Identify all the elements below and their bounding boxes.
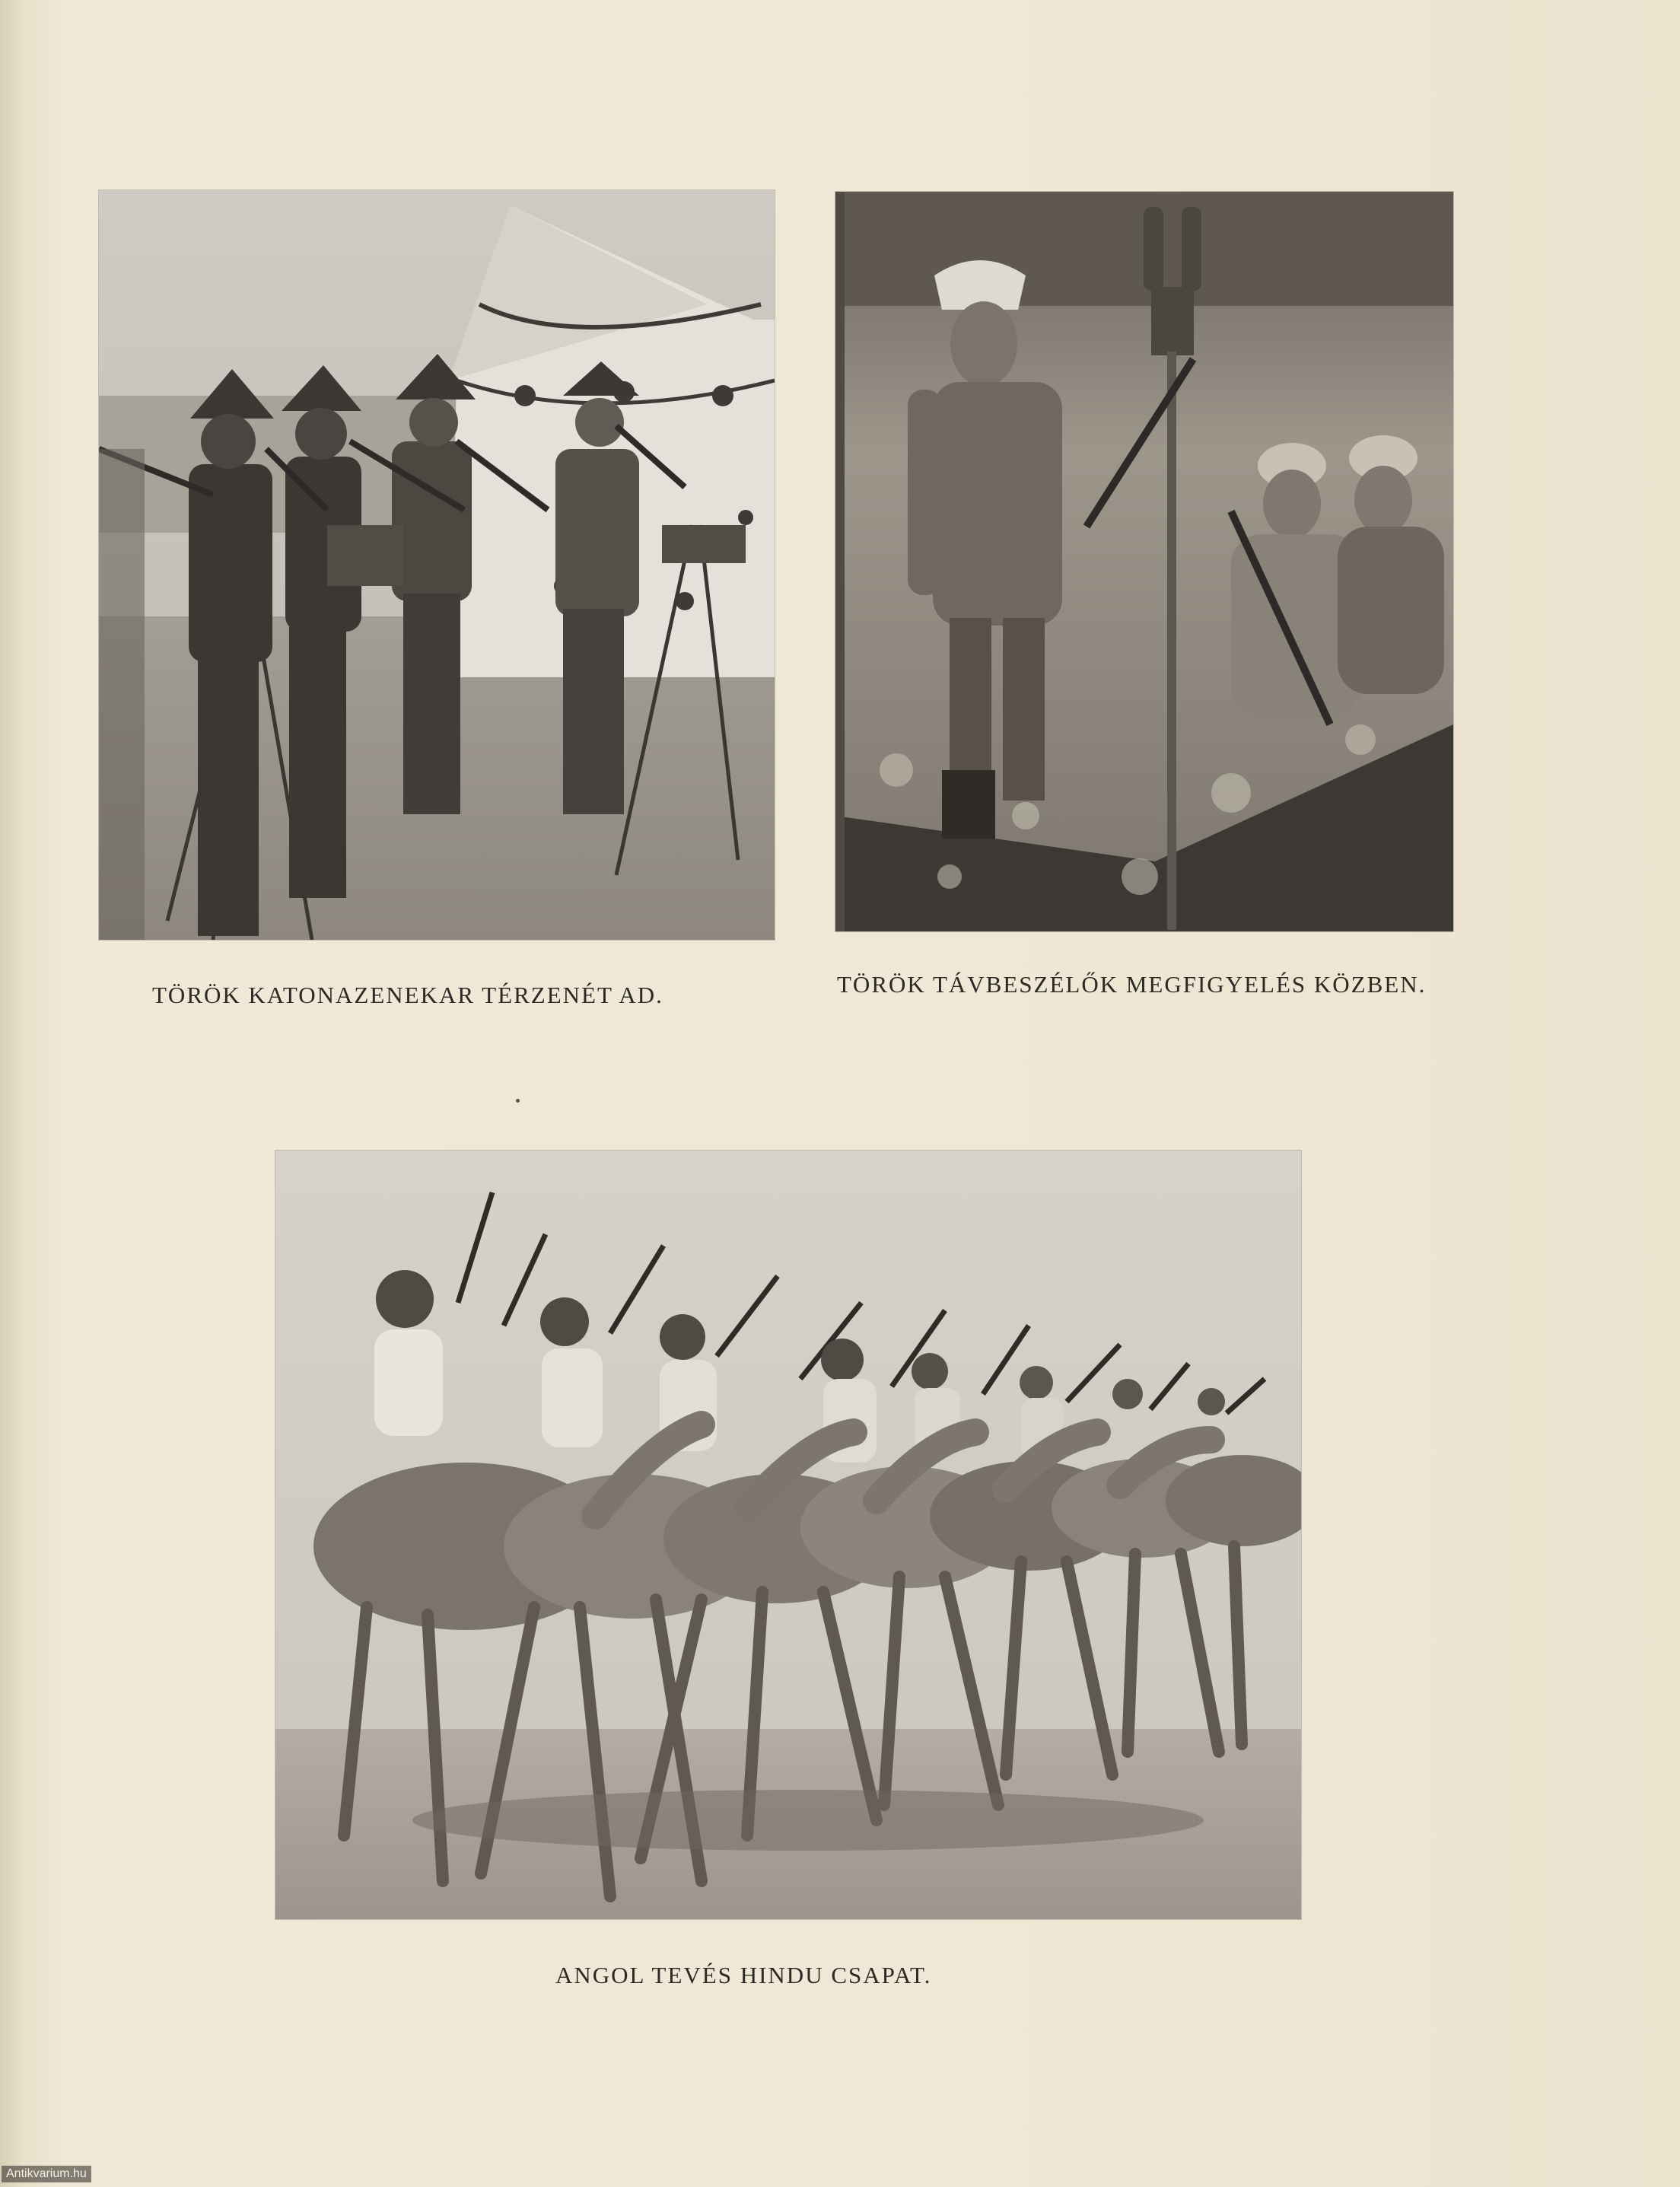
caption-telephone-observers: TÖRÖK TÁVBESZÉLŐK MEGFIGYELÉS KÖZBEN.	[837, 971, 1427, 998]
caption-camel-troop: ANGOL TEVÉS HINDU CSAPAT.	[555, 1962, 932, 1988]
telephone-observers-image	[835, 192, 1453, 931]
photo-military-band	[99, 190, 775, 940]
photo-camel-troop	[275, 1151, 1301, 1919]
photo-telephone-observers	[835, 192, 1453, 931]
caption-military-band: TÖRÖK KATONAZENEKAR TÉRZENÉT AD.	[152, 982, 663, 1008]
military-band-image	[99, 190, 775, 940]
watermark: Antikvarium.hu	[2, 2166, 91, 2182]
camel-troop-image	[275, 1151, 1301, 1919]
print-speck	[516, 1099, 520, 1103]
